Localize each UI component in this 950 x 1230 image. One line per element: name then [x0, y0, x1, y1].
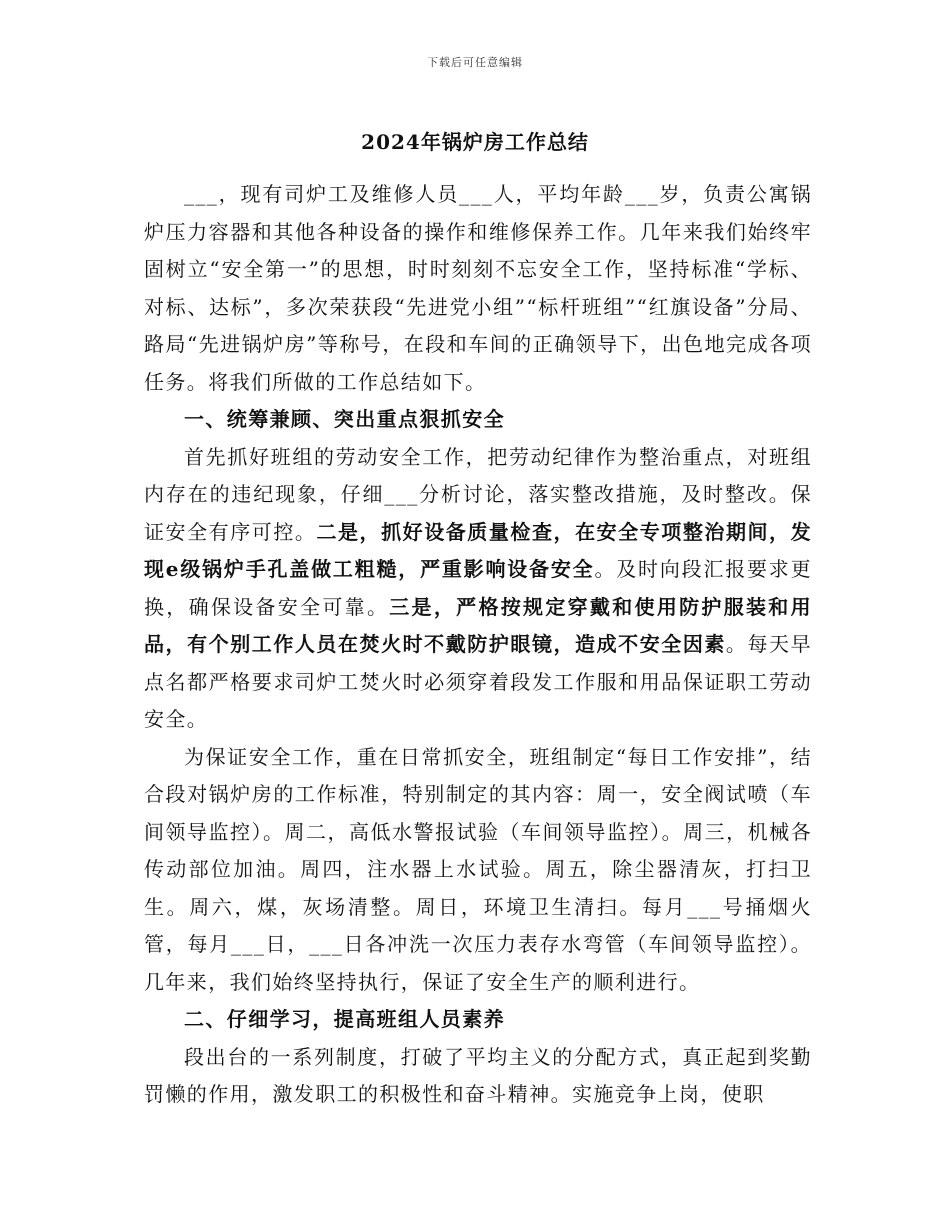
intro-paragraph: ___，现有司炉工及维修人员___人，平均年龄___岁，负责公寓锅炉压力容器和其他各种设备的操作和维修保养工作。几年来我们始终牢固树立“安全第一”的思想，时时刻刻不忘安全工作，坚持标准“学标、对标、达标”，多次荣获段“先进党小组”“标杆班组”“红旗设备”分局、路局“先进锅炉房”等称号，在段和车间的正确领导下，出色地完成各项任务。将我们所做的工作总结如下。: [144, 182, 812, 394]
paragraph-text: 。每天早点名都严格要求司炉工焚火时必须穿着段发工作服和用品保证职工劳动安全。: [144, 632, 812, 731]
section-2-heading: 二、仔细学习，提高班组人员素养: [184, 1007, 505, 1031]
page-header-note: 下载后可任意编辑: [427, 56, 523, 69]
paragraph-text: 。及时向段汇报要求更换，确保设备安全可靠。: [144, 557, 812, 619]
bold-emphasis-text: 三是，严格按规定穿戴和使用防护服装和用品，有个别工作人员在焚火时不戴防护眼镜，造成不安全因素: [144, 594, 812, 656]
document-title: 2024年锅炉房工作总结: [361, 130, 589, 154]
bold-emphasis-text: 二是，抓好设备质量检查，在安全专项整治期间，发现e级锅炉手孔盖做工粗糙，严重影响设备安全: [144, 519, 813, 581]
paragraph-text: 首先抓好班组的劳动安全工作，把劳动纪律作为整治重点，对班组内存在的违纪现象，仔细___分析讨论，落实整改措施，及时整改。保证安全有序可控。: [144, 444, 812, 544]
document-body: [144, 176, 812, 1114]
section-1-paragraph-1: [144, 439, 812, 739]
section-1-heading: 一、统筹兼顾、突出重点狠抓安全: [184, 407, 505, 431]
section-1-paragraph-2: 为保证安全工作，重在日常抓安全，班组制定“每日工作安排”，结合段对锅炉房的工作标准，特别制定的其内容：周一，安全阀试喷（车间领导监控）。周二，高低水警报试验（车间领导监控）。周三，机械各传动部位加油。周四，注水器上水试验。周五，除尘器清灰，打扫卫生。周六，煤，灰场清整。周日，环境卫生清扫。每月___号捅烟火管，每月___日，___日各冲洗一次压力表存水弯管（车间领导监控）。几年来，我们始终坚持执行，保证了安全生产的顺利进行。: [144, 744, 812, 994]
section-2-paragraph-1: 段出台的一系列制度，打破了平均主义的分配方式，真正起到奖勤罚懒的作用，激发职工的积极性和奋斗精神。实施竞争上岗，使职: [144, 1044, 812, 1106]
